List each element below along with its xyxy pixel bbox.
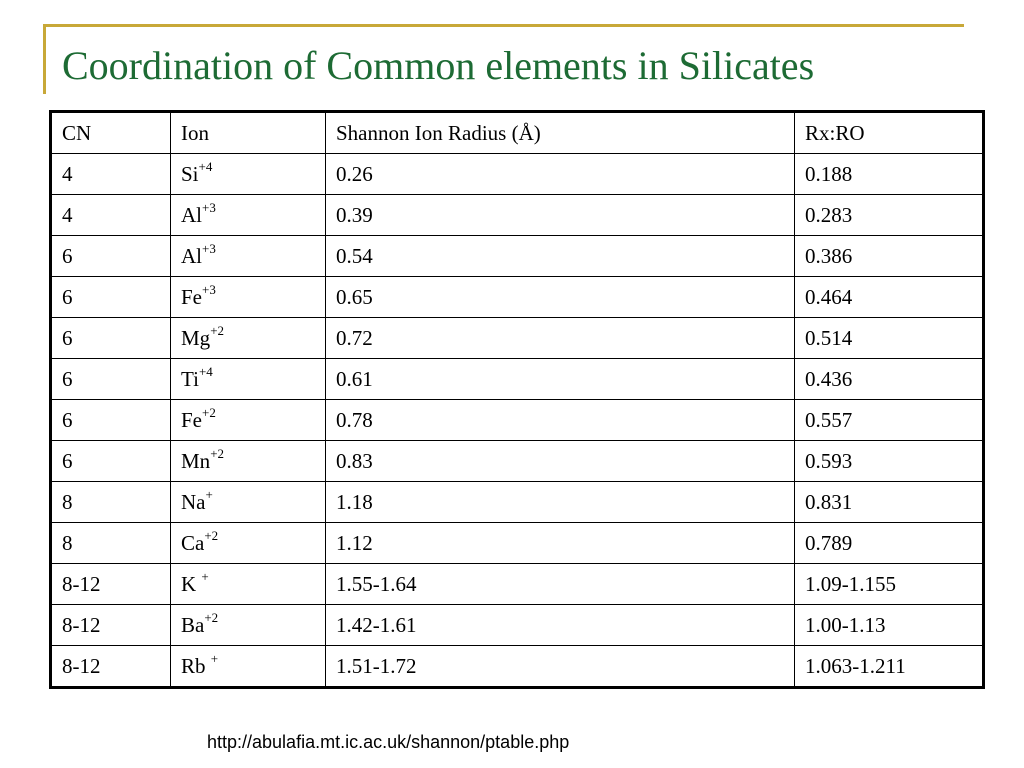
cell-radius: 1.42-1.61 <box>326 605 795 646</box>
cell-radius: 0.39 <box>326 195 795 236</box>
cell-cn: 6 <box>51 359 171 400</box>
cell-ion <box>171 154 326 195</box>
cell-ratio: 1.063-1.211 <box>795 646 984 688</box>
ion-symbol: Fe <box>181 408 202 432</box>
ion-symbol: Mg <box>181 326 211 350</box>
cell-ion <box>171 605 326 646</box>
cell-cn: 8 <box>51 482 171 523</box>
ion-symbol: Fe <box>181 285 202 309</box>
cell-ratio: 1.09-1.155 <box>795 564 984 605</box>
table-row <box>51 564 984 605</box>
cell-cn: 8-12 <box>51 646 171 688</box>
cell-ion <box>171 564 326 605</box>
cell-ion <box>171 359 326 400</box>
cell-ratio: 1.00-1.13 <box>795 605 984 646</box>
table-row <box>51 646 984 688</box>
cell-radius: 0.61 <box>326 359 795 400</box>
table-row <box>51 400 984 441</box>
cell-ion <box>171 523 326 564</box>
slide-title: Coordination of Common elements in Silicates <box>62 43 815 88</box>
ion-charge: + <box>205 487 213 502</box>
ion-charge: +2 <box>204 528 219 543</box>
cell-ion <box>171 236 326 277</box>
cell-ion <box>171 441 326 482</box>
cell-cn: 8-12 <box>51 605 171 646</box>
cell-ion <box>171 195 326 236</box>
ion-symbol: Mn <box>181 449 211 473</box>
cell-ratio: 0.464 <box>795 277 984 318</box>
cell-radius: 0.72 <box>326 318 795 359</box>
ion-symbol: Ca <box>181 531 205 555</box>
cell-radius: 1.12 <box>326 523 795 564</box>
cell-ratio: 0.557 <box>795 400 984 441</box>
ion-symbol: Ti <box>181 367 199 391</box>
table-row <box>51 359 984 400</box>
ion-charge: +2 <box>202 405 216 420</box>
ion-symbol: K <box>181 572 202 596</box>
cell-ratio: 0.789 <box>795 523 984 564</box>
cell-ratio: 0.831 <box>795 482 984 523</box>
ion-charge: +3 <box>202 241 216 256</box>
header-cn: CN <box>51 112 171 154</box>
cell-ratio: 0.593 <box>795 441 984 482</box>
cell-cn: 6 <box>51 400 171 441</box>
cell-cn: 4 <box>51 154 171 195</box>
table-row <box>51 441 984 482</box>
cell-cn: 6 <box>51 441 171 482</box>
silicate-coordination-table <box>49 110 985 689</box>
ion-charge: +2 <box>204 610 219 625</box>
cell-ratio: 0.283 <box>795 195 984 236</box>
cell-ion <box>171 400 326 441</box>
table-row <box>51 236 984 277</box>
cell-cn: 4 <box>51 195 171 236</box>
table-row <box>51 195 984 236</box>
table-row <box>51 605 984 646</box>
cell-radius: 0.78 <box>326 400 795 441</box>
header-radius: Shannon Ion Radius (Å) <box>326 112 795 154</box>
ion-charge: +2 <box>210 323 225 338</box>
cell-radius: 0.26 <box>326 154 795 195</box>
cell-ion <box>171 482 326 523</box>
cell-cn: 6 <box>51 236 171 277</box>
cell-radius: 0.54 <box>326 236 795 277</box>
cell-radius: 1.55-1.64 <box>326 564 795 605</box>
cell-cn: 8 <box>51 523 171 564</box>
ion-charge: + <box>201 569 209 584</box>
cell-ratio: 0.386 <box>795 236 984 277</box>
ion-symbol: Al <box>181 203 202 227</box>
cell-ratio: 0.436 <box>795 359 984 400</box>
header-ratio: Rx:RO <box>795 112 984 154</box>
ion-symbol: Si <box>181 162 199 186</box>
table-row <box>51 482 984 523</box>
ion-symbol: Ba <box>181 613 205 637</box>
ion-charge: +2 <box>210 446 225 461</box>
accent-line-top <box>43 24 964 27</box>
table-row <box>51 154 984 195</box>
header-ion: Ion <box>171 112 326 154</box>
cell-cn: 6 <box>51 318 171 359</box>
cell-cn: 8-12 <box>51 564 171 605</box>
cell-cn: 6 <box>51 277 171 318</box>
cell-radius: 0.83 <box>326 441 795 482</box>
ion-charge: +4 <box>198 364 213 379</box>
cell-radius: 0.65 <box>326 277 795 318</box>
ion-charge: + <box>210 651 219 666</box>
source-url: http://abulafia.mt.ic.ac.uk/shannon/ptable.php <box>207 732 570 752</box>
table-row <box>51 523 984 564</box>
ion-symbol: Al <box>181 244 202 268</box>
cell-ion <box>171 277 326 318</box>
cell-ratio: 0.188 <box>795 154 984 195</box>
ion-symbol: Rb <box>181 654 211 678</box>
table-row <box>51 277 984 318</box>
cell-radius: 1.18 <box>326 482 795 523</box>
cell-ion <box>171 318 326 359</box>
ion-charge: +3 <box>202 282 216 297</box>
ion-charge: +4 <box>198 159 213 174</box>
table-header-row <box>51 112 984 154</box>
table-row <box>51 318 984 359</box>
ion-symbol: Na <box>181 490 206 514</box>
cell-ratio: 0.514 <box>795 318 984 359</box>
cell-ion <box>171 646 326 688</box>
accent-line-left <box>43 24 46 94</box>
ion-charge: +3 <box>202 200 216 215</box>
cell-radius: 1.51-1.72 <box>326 646 795 688</box>
